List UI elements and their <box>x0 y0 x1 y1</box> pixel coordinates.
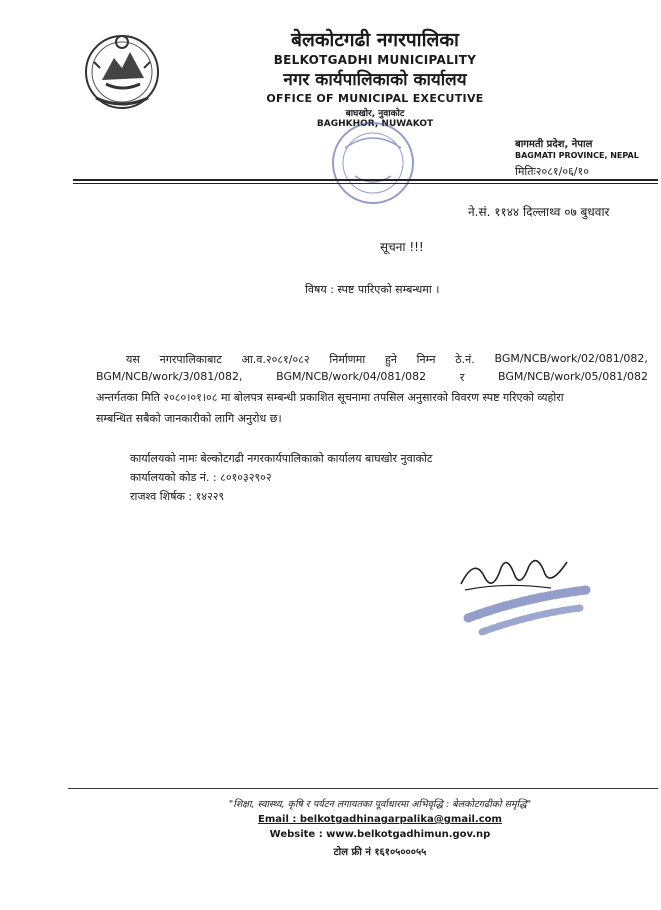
province-name-np: बागमती प्रदेश, नेपाल <box>515 139 593 150</box>
word: ठे.नं. <box>455 353 475 366</box>
footer-toll-free: टोल फ्री नं १६१०५०००५५ <box>333 847 427 858</box>
word: यस <box>126 353 140 366</box>
word: निम्न <box>416 353 436 366</box>
contract-number: BGM/NCB/work/04/081/082 <box>276 370 427 383</box>
nepal-emblem-logo <box>80 28 165 113</box>
word: निर्माणमा <box>329 353 366 366</box>
municipality-name-np: बेलकोटगढी नगरपालिका <box>291 29 459 51</box>
footer-divider <box>68 788 658 789</box>
office-name-detail: कार्यालयको नामः बेल्कोटगढी नगरकार्यपालिकाको कार्यालय बाघखोर नुवाकोट <box>130 452 433 465</box>
province-name-en: BAGMATI PROVINCE, NEPAL <box>515 151 639 160</box>
letter-date: मितिः२०८१/०६/१० <box>515 165 589 178</box>
nepal-sambat-date: ने.सं. ११४४ दिल्लाथ्व ०७ बुधवार <box>468 205 610 219</box>
header-divider-thin <box>73 183 658 184</box>
address-en: BAGHKHOR, NUWAKOT <box>316 119 434 129</box>
header-divider <box>73 179 658 181</box>
body-line-2 <box>96 370 648 385</box>
word: हुने <box>384 353 397 366</box>
word: नगरपालिकाबाट <box>159 353 222 366</box>
contract-number: BGM/NCB/work/3/081/082, <box>96 370 243 383</box>
footer-motto: "शिक्षा, स्वास्थ्य, कृषि र पर्यटन लगायतका पूर्वाधारमा अभिवृद्धि : बेलकोटगढीको समृद्धि" <box>228 799 532 810</box>
contract-number: BGM/NCB/work/05/081/082 <box>498 370 648 383</box>
contract-number: BGM/NCB/work/02/081/082, <box>494 352 648 365</box>
subject-line: विषय : स्पष्ट पारिएको सम्बन्धमा । <box>305 283 440 296</box>
body-line-4: सम्बन्धित सबैको जानकारीको लागि अनुरोध छ। <box>96 412 282 425</box>
municipality-name-en: BELKOTGADHI MUNICIPALITY <box>273 53 477 67</box>
notice-title: सूचना !!! <box>380 240 424 254</box>
body-line-1 <box>96 352 648 367</box>
signatory-stamp <box>462 578 592 638</box>
office-name-en: OFFICE OF MUNICIPAL EXECUTIVE <box>266 92 484 105</box>
address-np: बाघखोर, नुवाकोट <box>345 109 405 119</box>
word: आ.व.२०८१/०८२ <box>241 353 310 366</box>
footer-email-link[interactable]: Email : belkotgadhinagarpalika@gmail.com <box>258 814 502 825</box>
word: र <box>459 371 465 384</box>
footer-website-link[interactable]: Website : www.belkotgadhimun.gov.np <box>269 829 491 840</box>
office-code-detail: कार्यालयको कोड नं. : ८०१०३२९०२ <box>130 471 272 484</box>
revenue-head-detail: राजश्व शिर्षक : १४२२९ <box>130 490 225 503</box>
office-stamp <box>315 118 430 208</box>
office-name-np: नगर कार्यपालिकाको कार्यालय <box>283 70 467 90</box>
body-line-3: अन्तर्गतका मिति २०८०।०१।०८ मा बोलपत्र सम्बन्धी प्रकाशित सूचनामा तपसिल अनुसारको विवरण स्पष्ट गरिएको व्यहोरा <box>96 391 564 404</box>
